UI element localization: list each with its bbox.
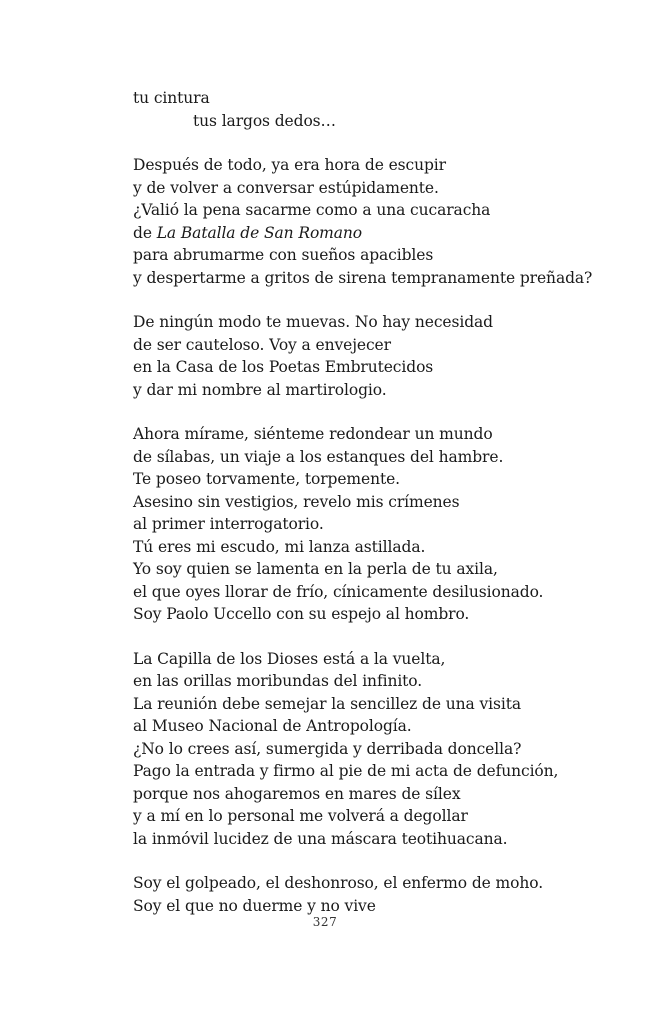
poem-line: al Museo Nacional de Antropología. xyxy=(133,717,412,735)
stanza-break xyxy=(133,401,613,423)
poem-line: Yo soy quien se lamenta en la perla de tu axila, xyxy=(133,560,498,578)
poem-line: Te poseo torvamente, torpemente. xyxy=(133,470,400,488)
poem-line: La Capilla de los Dioses está a la vuelta, xyxy=(133,649,446,668)
poem-line: para abrumarme con sueños apacibles xyxy=(133,246,434,264)
poem-line: Soy el que no duerme y no vive xyxy=(133,896,376,915)
artwork-title: La Batalla de San Romano xyxy=(156,223,363,242)
poem-line: Después de todo, ya era hora de escupir xyxy=(133,156,446,174)
stanza-break xyxy=(133,626,613,648)
poem-line: en las orillas moribundas del infinito. xyxy=(133,672,423,690)
poem-line: Soy Paolo Uccello con su espejo al hombro. xyxy=(133,605,470,623)
poem-line: al primer interrogatorio. xyxy=(133,515,324,533)
poem-line-prefix: de xyxy=(133,223,157,242)
stanza-break xyxy=(133,132,613,154)
poem-line: De ningún modo te muevas. No hay necesidad xyxy=(133,313,493,331)
poem-line: La reunión debe semejar la sencillez de una visita xyxy=(133,694,522,713)
page-number: 327 xyxy=(312,915,338,929)
stanza-break xyxy=(133,850,613,872)
poem-line: y despertarme a gritos de sirena tempranamente preñada? xyxy=(133,268,593,287)
poem-line: la inmóvil lucidez de una máscara teotihuacana. xyxy=(133,829,508,848)
poem-line: de sílabas, un viaje a los estanques del hambre. xyxy=(133,447,504,466)
poem-line: Tú eres mi escudo, mi lanza astillada. xyxy=(133,537,426,556)
poem-text xyxy=(133,87,613,917)
poem-line xyxy=(133,222,613,245)
poem-line: ¿No lo crees así, sumergida y derribada doncella? xyxy=(133,739,522,758)
poem-line: de ser cauteloso. Voy a envejecer xyxy=(133,335,391,354)
poem-line: Ahora mírame, siénteme redondear un mundo xyxy=(133,425,493,443)
poem-line: porque nos ahogaremos en mares de sílex xyxy=(133,784,461,803)
poem-line: Soy el golpeado, el deshonroso, el enfermo de moho. xyxy=(133,874,544,892)
poem-line: Asesino sin vestigios, revelo mis crímenes xyxy=(133,492,460,511)
poem-line: y a mí en lo personal me volverá a degollar xyxy=(133,807,468,825)
poem-line-indented: tus largos dedos… xyxy=(193,111,336,130)
poem-line: y de volver a conversar estúpidamente. xyxy=(133,178,439,197)
poem-line: y dar mi nombre al martirologio. xyxy=(133,380,387,399)
poem-line: el que oyes llorar de frío, cínicamente desilusionado. xyxy=(133,582,544,601)
poem-line: tu cintura xyxy=(133,89,210,107)
poem-line: ¿Valió la pena sacarme como a una cucaracha xyxy=(133,201,491,219)
poem-line: Pago la entrada y firmo al pie de mi acta de defunción, xyxy=(133,762,559,780)
poem-line: en la Casa de los Poetas Embrutecidos xyxy=(133,358,434,376)
stanza-break xyxy=(133,289,613,311)
